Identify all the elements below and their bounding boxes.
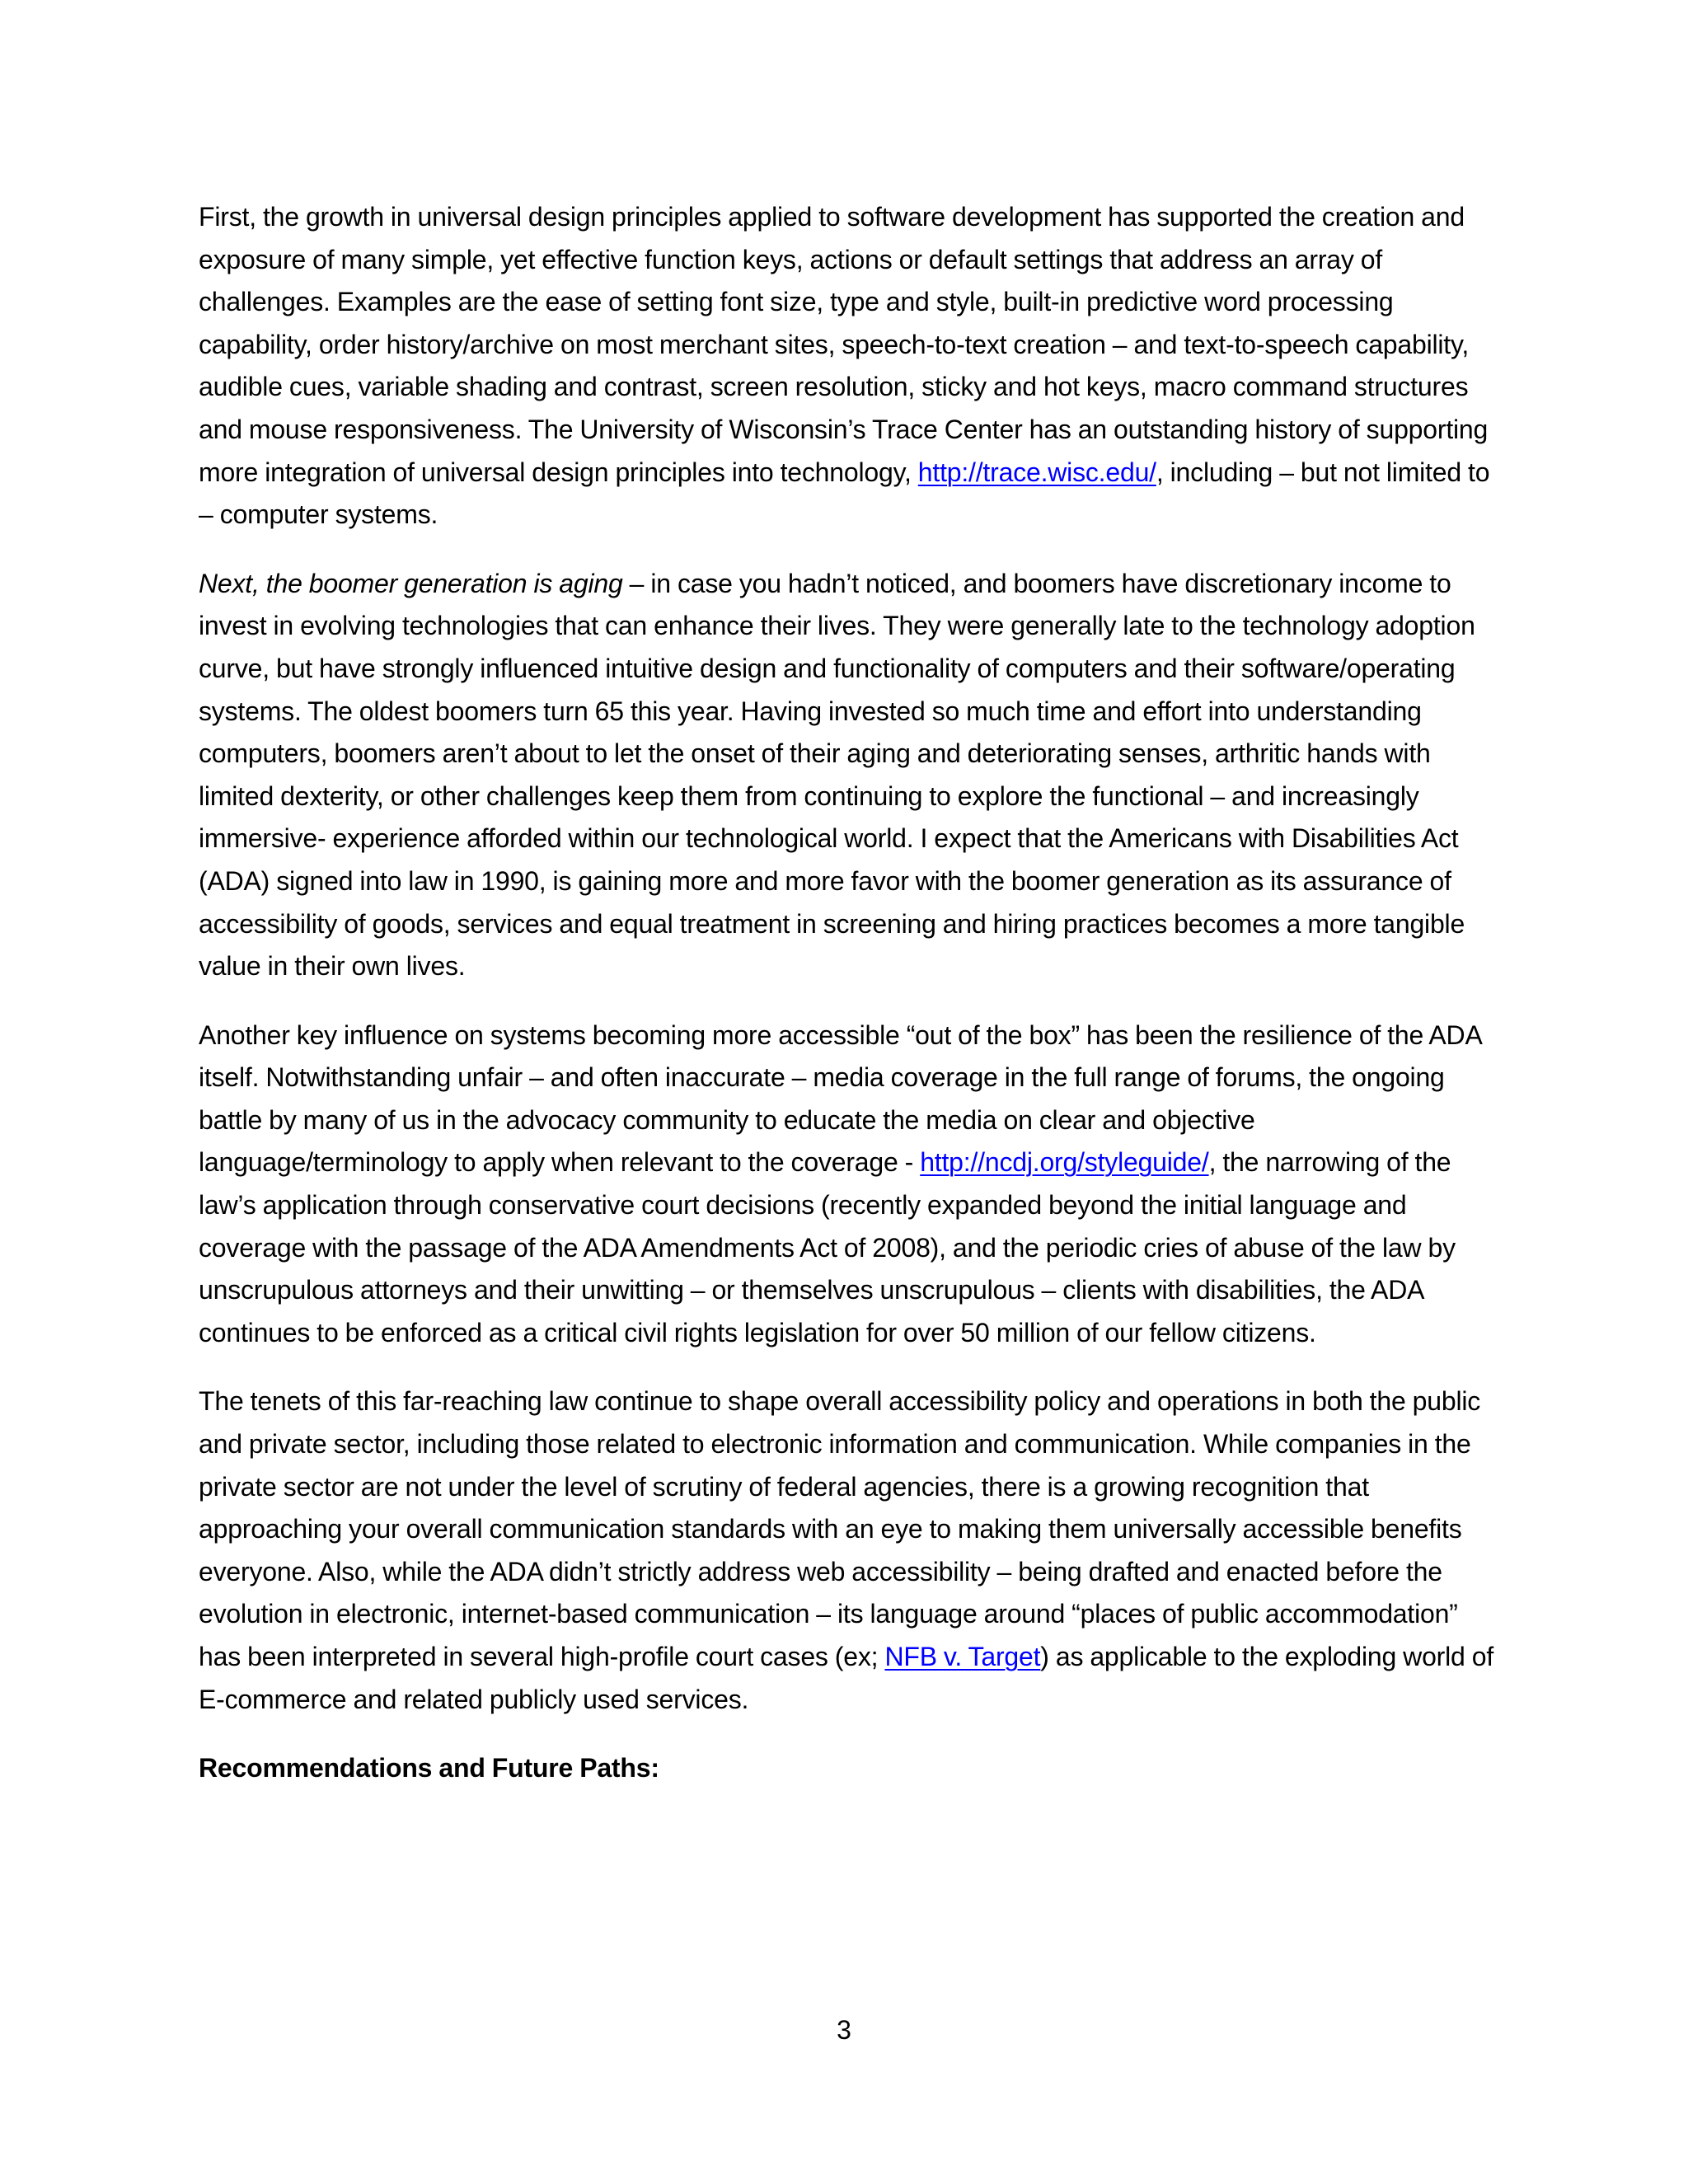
paragraph-text: ) as applicable to the exploding world of E-commerce and related publicly used services. [199,1642,1494,1714]
paragraph-universal-design [199,196,1501,537]
paragraph-law-tenets [199,1380,1501,1721]
section-heading: Recommendations and Future Paths: [199,1753,659,1783]
document-body [199,196,1501,1790]
paragraph-text: – in case you hadn’t noticed, and boomers have discretionary income to invest in evolving technologies that can enhance their lives. They were generally late to the technology adoption curve, but have strongly influenced intuitive design and functionality of computers and their software/operating systems. The oldest boomers turn 65 this year. Having invested so much time and effort into understanding computers, boomers aren’t about to let the onset of their aging and deteriorating senses, arthritic hands with limited dexterity, or other challenges keep them from continuing to explore the functional – and increasingly immersive- experience afforded within our technological world. I expect that the Americans with Disabilities Act (ADA) signed into law in 1990, is gaining more and more favor with the boomer generation as its assurance of accessibility of goods, services and equal treatment in screening and hiring practices becomes a more tangible value in their own lives. [199,568,1475,982]
paragraph-text: , including – but not limited to – computer systems. [199,457,1490,530]
ncdj-styleguide-link[interactable]: http://ncdj.org/styleguide/ [920,1147,1209,1178]
paragraph-boomer-generation [199,563,1501,988]
paragraph-text: The tenets of this far-reaching law continue to shape overall accessibility policy and operations in both the public and private sector, including those related to electronic information and communication. While companies in the private sector are not under the level of scrutiny of federal agencies, there is a growing recognition that approaching your overall communication standards with an eye to making them universally accessible benefits everyone. Also, while the ADA didn’t strictly address web accessibility – being drafted and enacted before the evolution in electronic, internet-based communication – its language around “places of public accommodation” has been interpreted in several high-profile court cases (ex; [199,1386,1481,1671]
paragraph-ada-resilience [199,1015,1501,1355]
page-number: 3 [837,2015,851,2045]
paragraph-text: , the narrowing of the law’s application through conservative court decisions (recently expanded beyond the initial language and coverage with the passage of the ADA Amendments Act of 2008), and the periodic cries of abuse of the law by unscrupulous attorneys and their unwitting – or themselves unscrupulous – clients with disabilities, the ADA continues to be enforced as a critical civil rights legislation for over 50 million of our fellow citizens. [199,1147,1456,1347]
paragraph-text: First, the growth in universal design principles applied to software development has supported the creation and exposure of many simple, yet effective function keys, actions or default settings that address an array of challenges. Examples are the ease of setting font size, type and style, built-in predictive word processing capability, order history/archive on most merchant sites, speech-to-text creation – and text-to-speech capability, audible cues, variable shading and contrast, screen resolution, sticky and hot keys, macro command structures and mouse responsiveness. The University of Wisconsin’s Trace Center has an outstanding history of supporting more integration of universal design principles into technology, [199,202,1489,487]
italic-lead-phrase: Next, the boomer generation is aging [199,568,623,598]
trace-center-link[interactable]: http://trace.wisc.edu/ [917,457,1156,487]
paragraph-text: Another key influence on systems becoming more accessible “out of the box” has been the resilience of the ADA itself. Notwithstanding unfair – and often inaccurate – media coverage in the full range of forums, the ongoing battle by many of us in the advocacy community to educate the media on clear and objective language/terminology to apply when relevant to the coverage - [199,1019,1481,1178]
nfb-v-target-link[interactable]: NFB v. Target [884,1642,1041,1671]
